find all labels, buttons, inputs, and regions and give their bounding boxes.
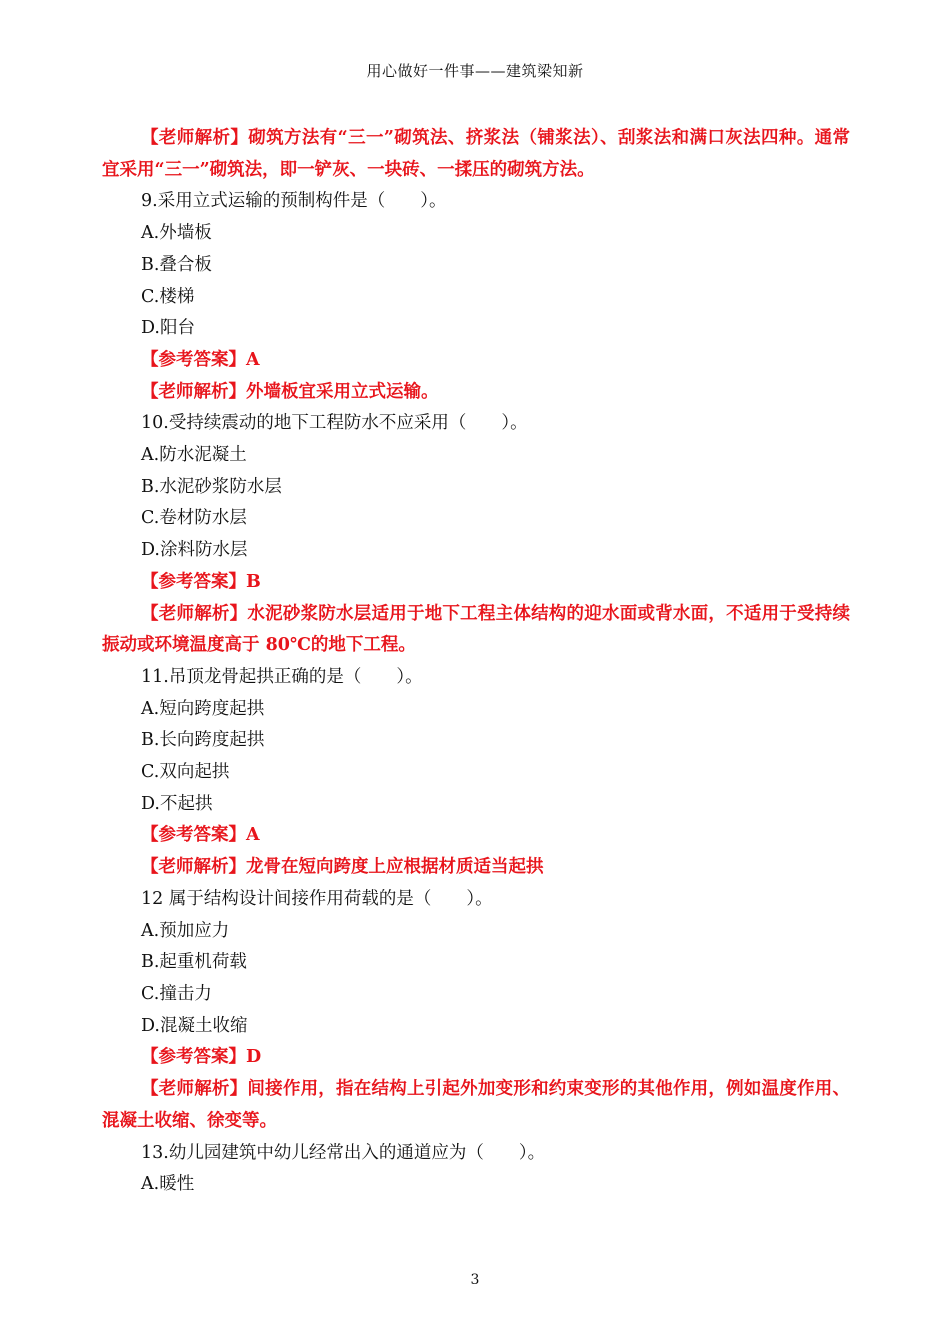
option-d: D.涂料防水层 [141,540,248,561]
analysis-text: 【老师解析】外墙板宜采用立式运输。 [141,381,439,402]
question-9: 9.采用立式运输的预制构件是（ ）。 [141,191,447,212]
option-a: A.外墙板 [141,223,212,244]
option-a: A.短向跨度起拱 [141,698,265,719]
answer-text: 【参考答案】B [141,571,261,592]
option-a: A.预加应力 [141,920,230,941]
analysis-text: 【老师解析】砌筑方法有“三一”砌筑法、挤浆法（铺浆法）、刮浆法和满口灰法四种。通常宜采用“三一”砌筑法，即一铲灰、一块砖、一揉压的砌筑方法。 [102,128,850,180]
option-c: C.双向起拱 [141,762,230,783]
option-b: B.叠合板 [141,254,212,275]
question-12: 12 属于结构设计间接作用荷载的是（ ）。 [141,888,493,909]
option-d: D.不起拱 [141,793,213,814]
option-a: A.防水泥凝土 [141,445,247,466]
option-b: B.水泥砂浆防水层 [141,476,282,497]
question-11: 11.吊顶龙骨起拱正确的是（ ）。 [141,666,423,687]
option-c: C.撞击力 [141,983,212,1004]
option-c: C.卷材防水层 [141,508,247,529]
option-d: D.阳台 [141,318,195,339]
page-number: 3 [470,1272,480,1288]
option-c: C.楼梯 [141,286,195,307]
document-body [102,123,850,1201]
answer-text: 【参考答案】D [141,1047,262,1068]
analysis-text: 【老师解析】水泥砂浆防水层适用于地下工程主体结构的迎水面或背水面，不适用于受持续振动或环境温度高于 80℃的地下工程。 [102,603,850,656]
analysis-text: 【老师解析】龙骨在短向跨度上应根据材质适当起拱 [141,857,544,878]
analysis-text: 【老师解析】间接作用，指在结构上引起外加变形和约束变形的其他作用，例如温度作用、混凝土收缩、徐变等。 [102,1079,850,1131]
option-a: A.暖性 [141,1174,195,1195]
option-d: D.混凝土收缩 [141,1015,248,1036]
answer-text: 【参考答案】A [141,349,260,370]
option-b: B.起重机荷载 [141,952,247,973]
answer-text: 【参考答案】A [141,825,260,846]
option-b: B.长向跨度起拱 [141,730,265,751]
page-header: 用心做好一件事——建筑梁知新 [366,62,584,80]
question-13: 13.幼儿园建筑中幼儿经常出入的通道应为（ ）。 [141,1142,546,1163]
question-10: 10.受持续震动的地下工程防水不应采用（ ）。 [141,413,528,434]
